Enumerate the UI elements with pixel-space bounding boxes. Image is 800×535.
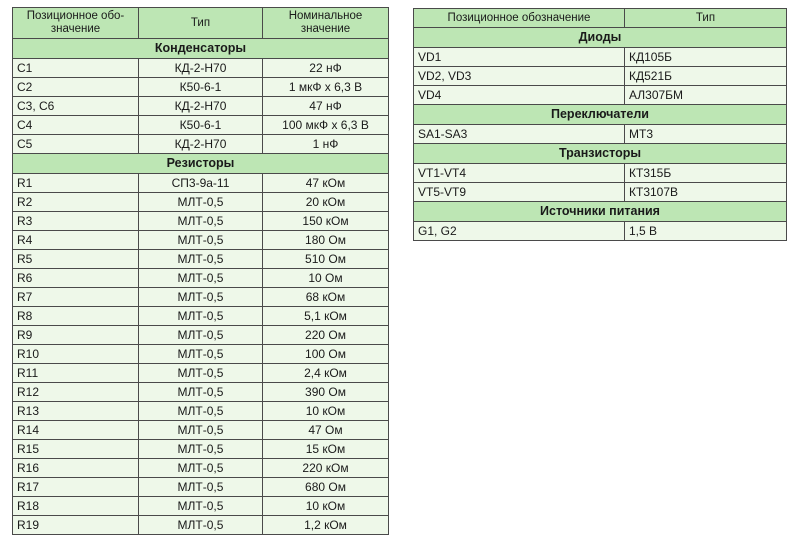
table-cell: C4 xyxy=(13,116,139,135)
table-row xyxy=(414,164,787,183)
table-cell: МЛТ-0,5 xyxy=(139,440,263,459)
table-header-row xyxy=(13,8,389,39)
table-cell: МЛТ-0,5 xyxy=(139,459,263,478)
table-cell: 47 кОм xyxy=(263,174,389,193)
table-cell: R11 xyxy=(13,364,139,383)
table-row xyxy=(13,478,389,497)
table-cell: МЛТ-0,5 xyxy=(139,231,263,250)
table-row xyxy=(13,59,389,78)
table-cell: КД-2-Н70 xyxy=(139,97,263,116)
table-cell: 100 мкФ х 6,3 В xyxy=(263,116,389,135)
table-cell: 220 кОм xyxy=(263,459,389,478)
table-cell: R17 xyxy=(13,478,139,497)
table-cell: МЛТ-0,5 xyxy=(139,421,263,440)
table-row xyxy=(13,421,389,440)
table-cell: 510 Ом xyxy=(263,250,389,269)
table-cell: МЛТ-0,5 xyxy=(139,269,263,288)
table-cell: C1 xyxy=(13,59,139,78)
table-row xyxy=(414,222,787,241)
table-cell: VT5-VT9 xyxy=(414,183,625,202)
table-row xyxy=(414,67,787,86)
section-title: Транзисторы xyxy=(414,144,787,164)
section-title: Источники питания xyxy=(414,202,787,222)
table-cell: 1,5 В xyxy=(625,222,787,241)
table-row xyxy=(13,516,389,535)
table-row xyxy=(13,459,389,478)
table-cell: 10 кОм xyxy=(263,497,389,516)
table-row xyxy=(13,440,389,459)
table-cell: R6 xyxy=(13,269,139,288)
table-cell: 20 кОм xyxy=(263,193,389,212)
table-row xyxy=(414,86,787,105)
table-cell: МТ3 xyxy=(625,125,787,144)
table-cell: МЛТ-0,5 xyxy=(139,364,263,383)
table-cell: SA1-SA3 xyxy=(414,125,625,144)
table-cell: МЛТ-0,5 xyxy=(139,383,263,402)
table-cell: R16 xyxy=(13,459,139,478)
table-cell: R1 xyxy=(13,174,139,193)
table-cell: R5 xyxy=(13,250,139,269)
table-row xyxy=(13,326,389,345)
table-cell: МЛТ-0,5 xyxy=(139,478,263,497)
table-cell: 22 нФ xyxy=(263,59,389,78)
table-cell: R8 xyxy=(13,307,139,326)
table-cell: 10 Ом xyxy=(263,269,389,288)
table-cell: R15 xyxy=(13,440,139,459)
table-row xyxy=(13,78,389,97)
table-cell: КТ315Б xyxy=(625,164,787,183)
table-cell: R3 xyxy=(13,212,139,231)
table-row xyxy=(414,183,787,202)
table-cell: 680 Ом xyxy=(263,478,389,497)
table-cell: G1, G2 xyxy=(414,222,625,241)
table-cell: 5,1 кОм xyxy=(263,307,389,326)
table-cell: 68 кОм xyxy=(263,288,389,307)
table-cell: МЛТ-0,5 xyxy=(139,307,263,326)
table-cell: VT1-VT4 xyxy=(414,164,625,183)
table-cell: КТ3107В xyxy=(625,183,787,202)
section-header-row xyxy=(13,154,389,174)
column-header-designation: Позиционное обозначение xyxy=(414,9,625,28)
table-row xyxy=(13,402,389,421)
table-cell: КД105Б xyxy=(625,48,787,67)
section-title: Диоды xyxy=(414,28,787,48)
table-cell: 1 мкФ х 6,3 В xyxy=(263,78,389,97)
table-cell: МЛТ-0,5 xyxy=(139,326,263,345)
table-cell: 47 нФ xyxy=(263,97,389,116)
table-cell: C3, C6 xyxy=(13,97,139,116)
table-cell: КД-2-Н70 xyxy=(139,59,263,78)
table-row xyxy=(13,231,389,250)
table-cell: 1,2 кОм xyxy=(263,516,389,535)
column-header-nominal: Номинальное значение xyxy=(263,8,389,39)
table-cell: МЛТ-0,5 xyxy=(139,497,263,516)
column-header-type: Тип xyxy=(625,9,787,28)
table-cell: R18 xyxy=(13,497,139,516)
table-row xyxy=(13,193,389,212)
table-cell: МЛТ-0,5 xyxy=(139,193,263,212)
table-cell: КД521Б xyxy=(625,67,787,86)
table-row xyxy=(13,269,389,288)
column-header-type: Тип xyxy=(139,8,263,39)
table-row xyxy=(13,97,389,116)
table-row xyxy=(13,116,389,135)
table-row xyxy=(13,250,389,269)
table-cell: VD1 xyxy=(414,48,625,67)
table-row xyxy=(13,345,389,364)
column-header-designation: Позиционное обо- значение xyxy=(13,8,139,39)
table-cell: VD2, VD3 xyxy=(414,67,625,86)
components-table-right xyxy=(413,8,787,241)
table-cell: VD4 xyxy=(414,86,625,105)
table-cell: 180 Ом xyxy=(263,231,389,250)
table-cell: 15 кОм xyxy=(263,440,389,459)
table-row xyxy=(13,307,389,326)
table-cell: R7 xyxy=(13,288,139,307)
table-cell: СП3-9а-11 xyxy=(139,174,263,193)
table-cell: 1 нФ xyxy=(263,135,389,154)
table-cell: МЛТ-0,5 xyxy=(139,345,263,364)
table-cell: К50-6-1 xyxy=(139,116,263,135)
table-row xyxy=(13,364,389,383)
table-cell: R9 xyxy=(13,326,139,345)
section-header-row xyxy=(414,202,787,222)
table-row xyxy=(414,48,787,67)
table-cell: 150 кОм xyxy=(263,212,389,231)
table-cell: МЛТ-0,5 xyxy=(139,288,263,307)
table-row xyxy=(414,125,787,144)
table-cell: 10 кОм xyxy=(263,402,389,421)
table-cell: 220 Ом xyxy=(263,326,389,345)
table-cell: К50-6-1 xyxy=(139,78,263,97)
section-header-row xyxy=(414,105,787,125)
table-cell: 47 Ом xyxy=(263,421,389,440)
table-cell: R19 xyxy=(13,516,139,535)
section-header-row xyxy=(414,144,787,164)
section-title: Конденсаторы xyxy=(13,39,389,59)
table-row xyxy=(13,135,389,154)
table-body xyxy=(414,28,787,241)
table-cell: R10 xyxy=(13,345,139,364)
table-cell: 390 Ом xyxy=(263,383,389,402)
table-cell: КД-2-Н70 xyxy=(139,135,263,154)
section-header-row xyxy=(414,28,787,48)
table-cell: R14 xyxy=(13,421,139,440)
table-cell: МЛТ-0,5 xyxy=(139,516,263,535)
table-row xyxy=(13,174,389,193)
table-row xyxy=(13,212,389,231)
table-cell: C2 xyxy=(13,78,139,97)
table-cell: R12 xyxy=(13,383,139,402)
table-cell: R4 xyxy=(13,231,139,250)
table-cell: МЛТ-0,5 xyxy=(139,212,263,231)
table-cell: R13 xyxy=(13,402,139,421)
table-header-row xyxy=(414,9,787,28)
table-cell: МЛТ-0,5 xyxy=(139,402,263,421)
table-cell: МЛТ-0,5 xyxy=(139,250,263,269)
table-row xyxy=(13,497,389,516)
table-cell: 100 Ом xyxy=(263,345,389,364)
table-cell: C5 xyxy=(13,135,139,154)
table-body xyxy=(13,39,389,535)
section-title: Переключатели xyxy=(414,105,787,125)
section-header-row xyxy=(13,39,389,59)
table-row xyxy=(13,383,389,402)
table-row xyxy=(13,288,389,307)
table-cell: АЛ307БМ xyxy=(625,86,787,105)
table-cell: R2 xyxy=(13,193,139,212)
table-cell: 2,4 кОм xyxy=(263,364,389,383)
section-title: Резисторы xyxy=(13,154,389,174)
components-table-left xyxy=(12,7,389,535)
